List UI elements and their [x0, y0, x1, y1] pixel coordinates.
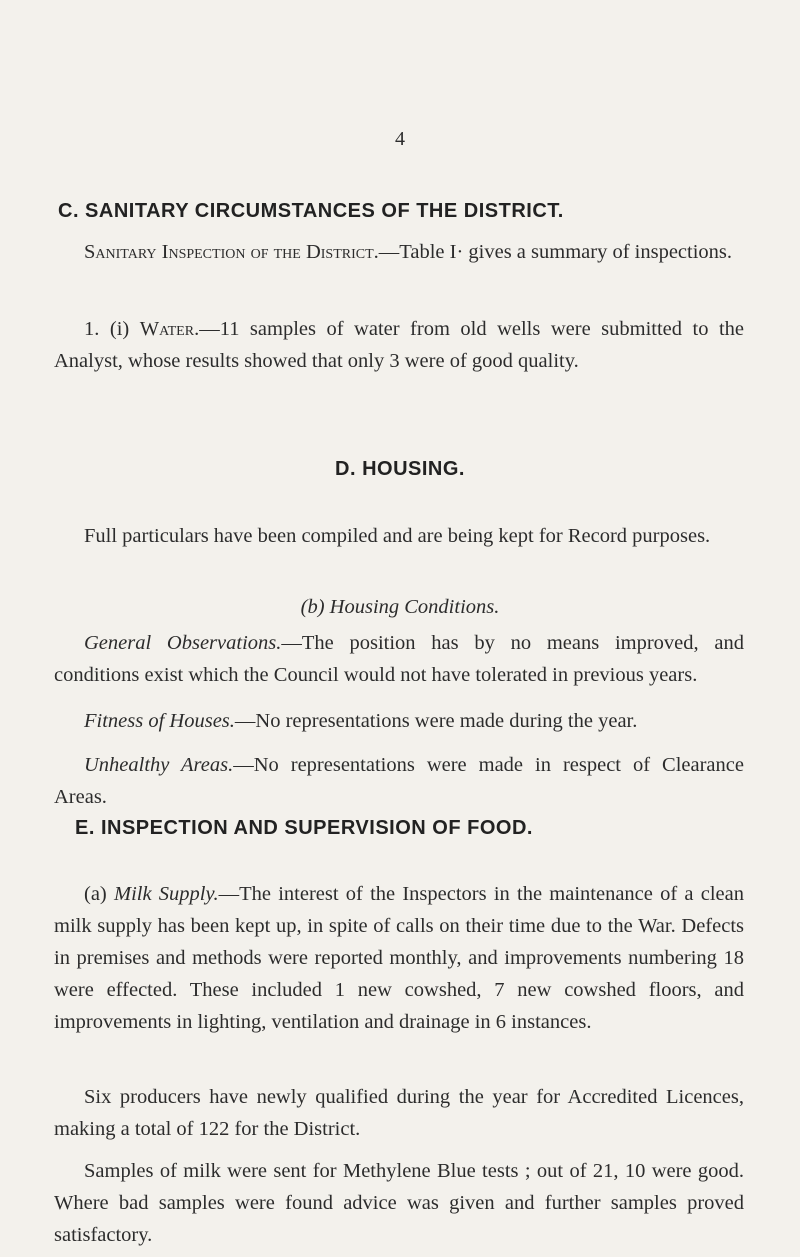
milk-supply-lead: Milk Supply.	[114, 883, 219, 905]
milk-supply-text: —The interest of the Inspectors in the maintenance of a clean milk supply has been kept up, in spite of calls on their time due to the War. Defects in premises and methods were reported monthly, and improvements numbering 18 were effected. These included 1 new cowshed, 7 new cowshed floors, and improvements in lighting, ventilation and drainage in 6 instances.	[54, 883, 744, 1033]
section-d-heading: D. HOUSING.	[335, 458, 465, 480]
page-number: 4	[395, 128, 405, 150]
housing-conditions-title: Housing Conditions.	[329, 596, 500, 618]
section-c-heading: C. SANITARY CIRCUMSTANCES OF THE DISTRICT.	[58, 200, 564, 222]
water-prefix: 1. (i)	[84, 318, 140, 340]
unhealthy-areas-paragraph	[54, 749, 744, 813]
fitness-of-houses-paragraph	[54, 705, 744, 737]
housing-conditions-subheading	[0, 596, 800, 619]
producers-paragraph: Six producers have newly qualified during the year for Accredited Licences, making a total of 122 for the District.	[54, 1086, 744, 1140]
section-e-heading: E. INSPECTION AND SUPERVISION OF FOOD.	[75, 817, 533, 839]
sanitary-inspection-text: —Table I· gives a summary of inspections.	[378, 241, 733, 263]
full-particulars-paragraph: Full particulars have been compiled and are being kept for Record purposes.	[84, 525, 711, 547]
general-observations-lead: General Observations.	[84, 632, 282, 654]
samples-paragraph: Samples of milk were sent for Methylene Blue tests ; out of 21, 10 were good. Where bad samples were found advice was given and further samples proved satisfactory.	[54, 1160, 744, 1246]
water-lead: Water.	[139, 318, 200, 340]
sanitary-inspection-paragraph	[54, 236, 744, 268]
sanitary-inspection-lead: Sanitary Inspection of the District.	[84, 241, 379, 263]
water-paragraph	[54, 313, 744, 377]
milk-supply-paragraph	[54, 878, 744, 1038]
housing-conditions-label: (b)	[300, 596, 325, 618]
water-text: —11 samples of water from old wells were submitted to the Analyst, whose results showed that only 3 were of good quality.	[54, 318, 744, 372]
milk-supply-label: (a)	[84, 883, 107, 905]
fitness-of-houses-lead: Fitness of Houses.	[84, 710, 235, 732]
unhealthy-areas-lead: Unhealthy Areas.	[84, 754, 234, 776]
fitness-of-houses-text: —No representations were made during the year.	[234, 710, 638, 732]
general-observations-paragraph	[54, 627, 744, 691]
general-observations-text: —The position has by no means improved, and conditions exist which the Council would not have tolerated in previous years.	[54, 632, 744, 686]
unhealthy-areas-text: —No representations were made in respect of Clearance Areas.	[54, 754, 744, 808]
